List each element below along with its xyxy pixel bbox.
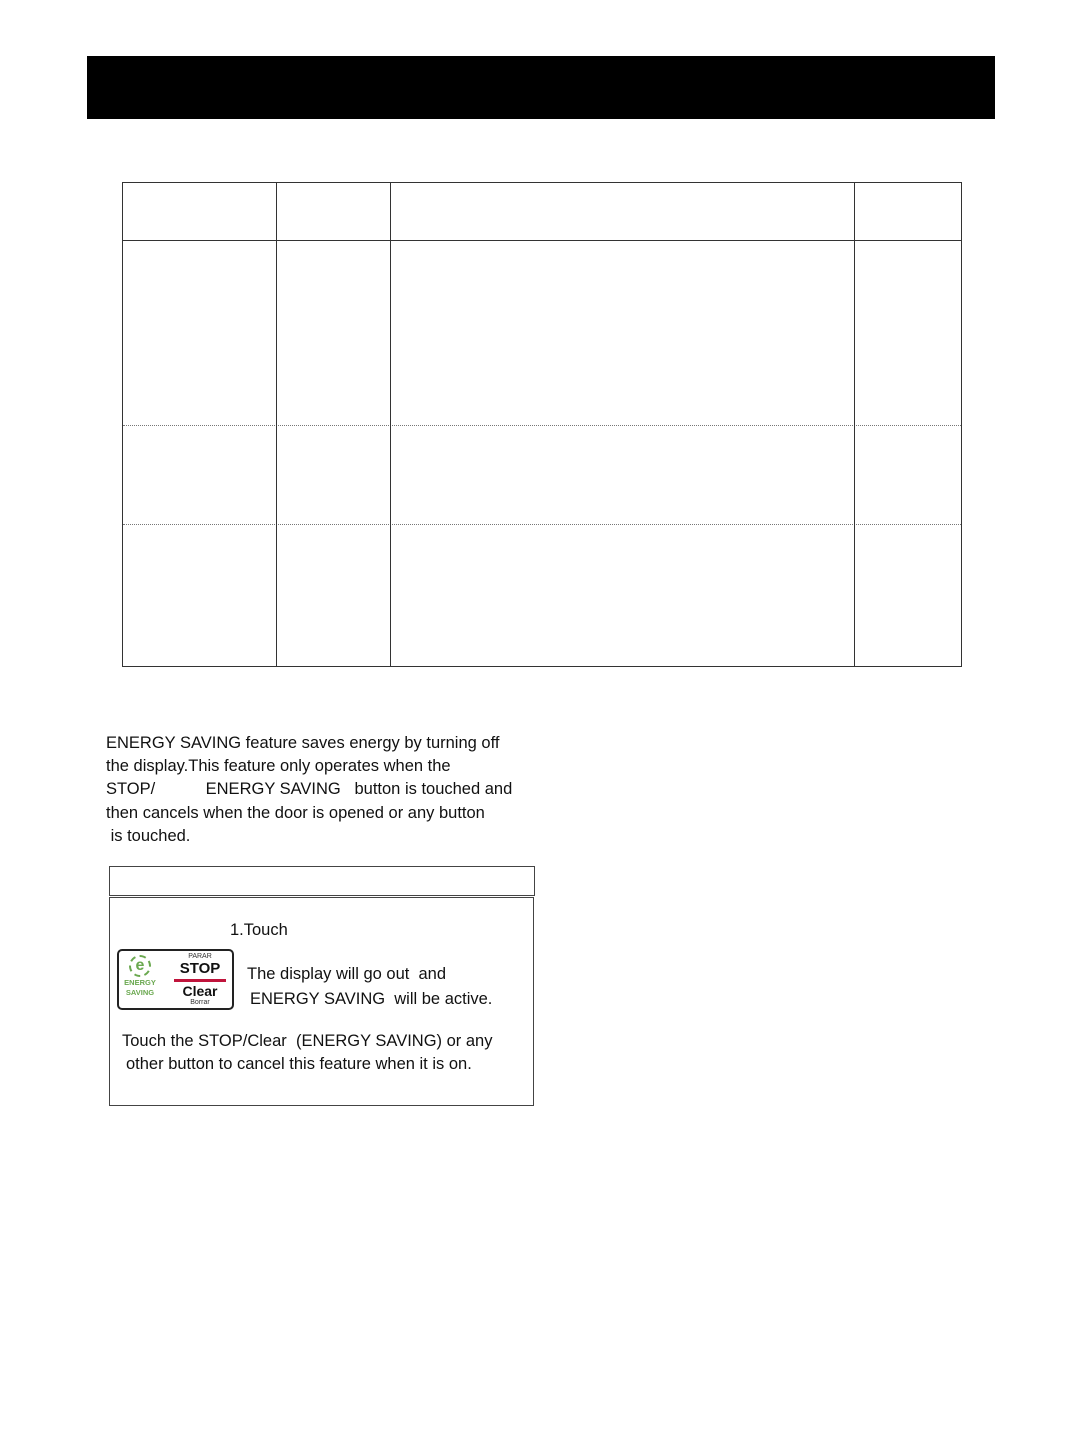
table-row-divider [123,524,961,525]
description-line: ENERGY SAVING feature saves energy by turning off [106,734,500,752]
cancel-note-line: Touch the STOP/Clear (ENERGY SAVING) or any [122,1032,493,1050]
saving-label: SAVING [125,988,155,997]
section-header-bar [87,56,995,119]
stop-label: STOP [179,960,221,977]
procedure-title-box [109,866,535,896]
parar-label: PARAR [188,953,212,960]
result-text-line: The display will go out and [247,965,447,983]
cancel-note-line: other button to cancel this feature when it is on. [126,1055,472,1073]
description-line: STOP/ ENERGY SAVING button is touched and [106,780,513,799]
button-divider [174,979,226,982]
table-column-divider [854,183,855,666]
eco-leaf-icon: e [129,955,151,977]
table-column-divider [390,183,391,666]
description-line: the display.This feature only operates when the [106,757,451,776]
table-header-divider [123,240,961,241]
result-text-line: ENERGY SAVING will be active. [250,990,493,1008]
blank-table [122,182,962,667]
borrar-label: Borrar [190,999,210,1006]
stop-clear-label-group [174,953,226,1007]
energy-saving-icon [123,955,157,997]
table-row-divider [123,425,961,426]
description-line: then cancels when the door is opened or any button [106,803,485,822]
energy-label: ENERGY [124,978,156,987]
stop-clear-energy-saving-button[interactable] [117,949,234,1010]
description-line: is touched. [106,826,191,845]
energy-saving-description [106,732,566,848]
table-column-divider [276,183,277,666]
step-label: 1.Touch [230,921,288,939]
clear-label: Clear [182,983,218,999]
procedure-box [109,897,534,1106]
